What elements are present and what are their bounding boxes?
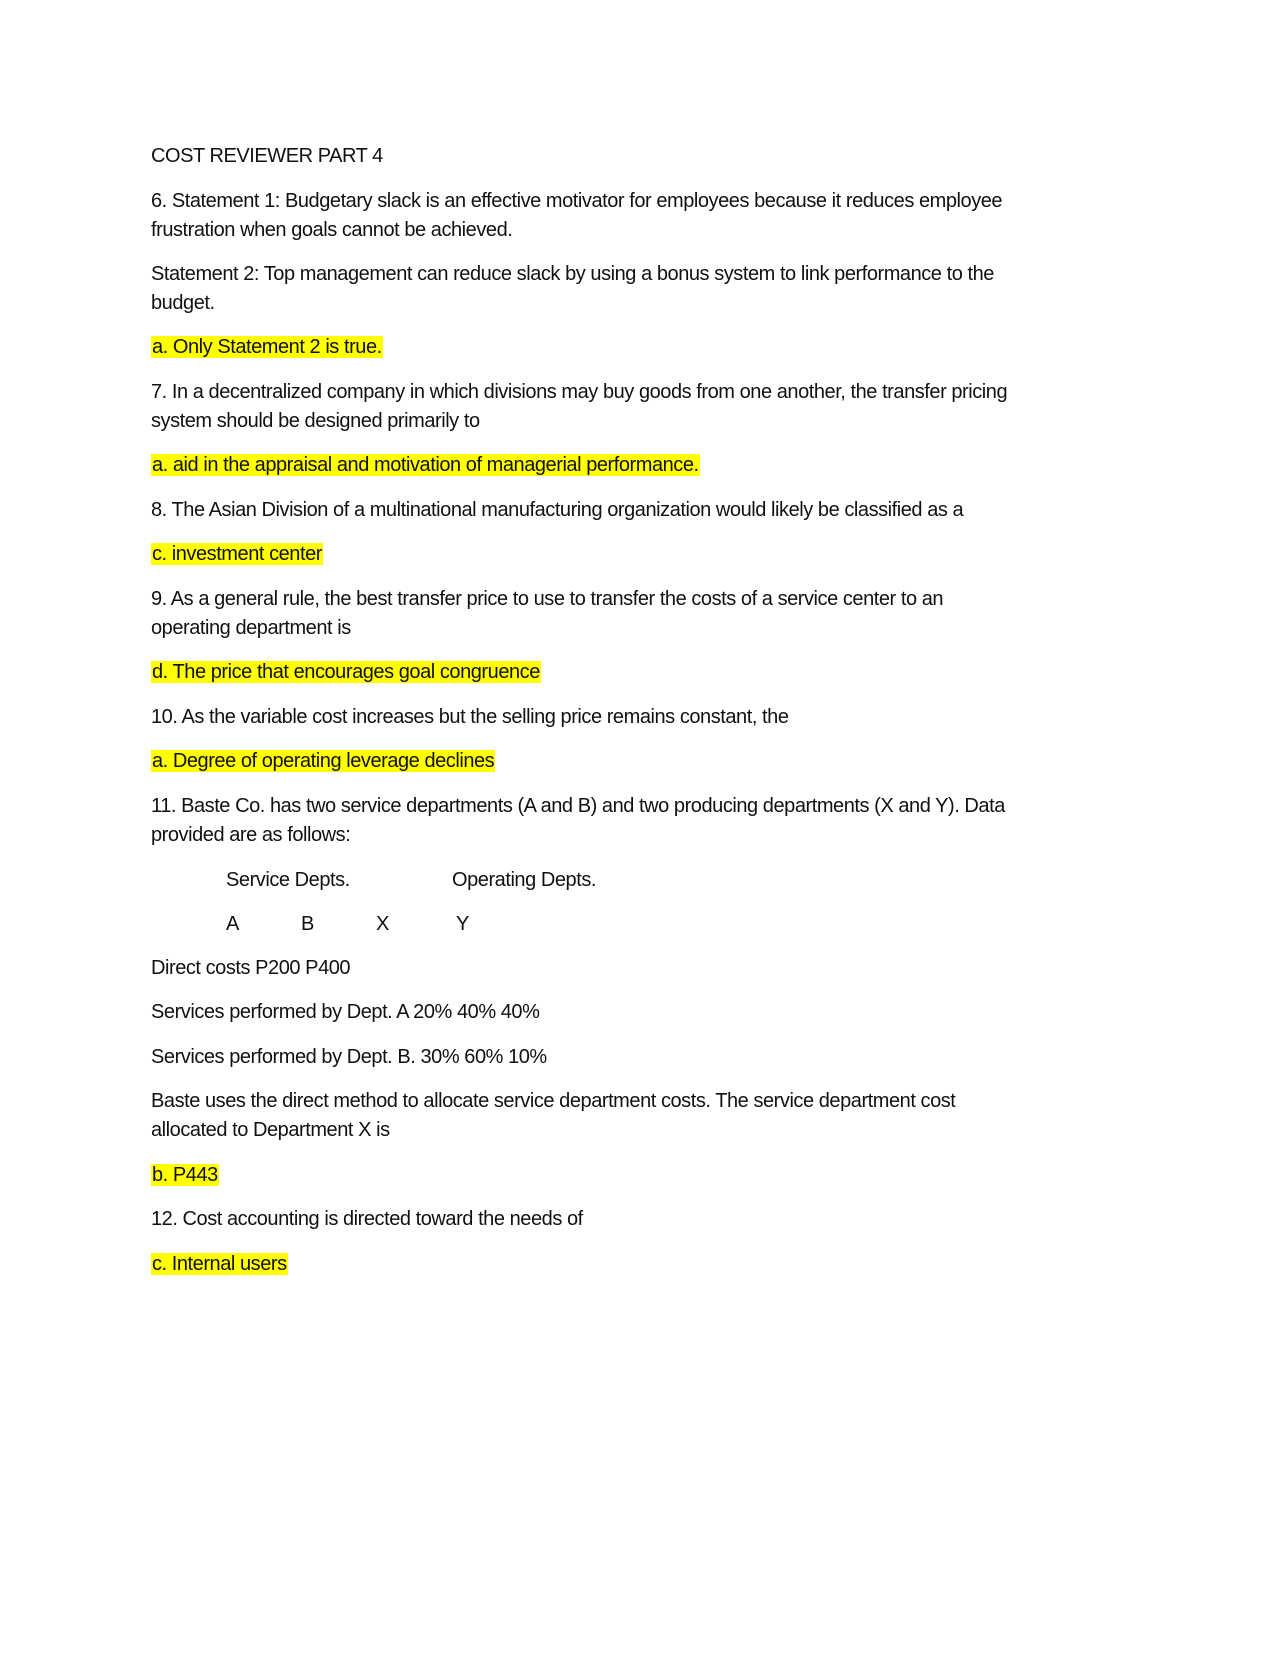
question-8-line-1: 8. The Asian Division of a multinational manufacturing organization would likely be classified as a xyxy=(151,499,964,521)
question-11-line-1: 11. Baste Co. has two service departments (A and B) and two producing departments (X and Y). Data xyxy=(151,795,1005,817)
question-9-line-1: 9. As a general rule, the best transfer price to use to transfer the costs of a service center to an xyxy=(151,588,944,610)
question-11-line-3: Baste uses the direct method to allocate service department costs. The service department cost xyxy=(151,1090,956,1112)
group-header-operating: Operating Depts. xyxy=(452,869,596,891)
question-6-line-2: frustration when goals cannot be achieved. xyxy=(151,219,513,241)
question-9-answer xyxy=(151,659,541,685)
question-12-line-1: 12. Cost accounting is directed toward the needs of xyxy=(151,1208,583,1230)
column-header-y: Y xyxy=(456,913,469,935)
question-10-line-1: 10. As the variable cost increases but the selling price remains constant, the xyxy=(151,706,789,728)
question-6-answer xyxy=(151,334,383,360)
table-row-dept-a: Services performed by Dept. A 20% 40% 40% xyxy=(151,1001,540,1023)
table-row-direct-costs: Direct costs P200 P400 xyxy=(151,957,351,979)
document-title: COST REVIEWER PART 4 xyxy=(151,145,383,167)
question-10-answer xyxy=(151,748,495,774)
question-7-line-2: system should be designed primarily to xyxy=(151,410,480,432)
highlighted-answer: b. P443 xyxy=(152,1164,218,1186)
question-11-answer xyxy=(151,1162,219,1188)
column-header-a: A xyxy=(226,913,239,935)
highlighted-answer: a. Only Statement 2 is true. xyxy=(152,336,382,358)
question-7-answer xyxy=(151,452,700,478)
column-header-b: B xyxy=(301,913,314,935)
highlighted-answer: a. Degree of operating leverage declines xyxy=(152,750,495,772)
question-12-answer xyxy=(151,1251,288,1277)
highlighted-answer: c. Internal users xyxy=(152,1253,287,1275)
highlighted-answer: a. aid in the appraisal and motivation of managerial performance. xyxy=(152,454,699,476)
table-row-dept-b: Services performed by Dept. B. 30% 60% 10% xyxy=(151,1046,547,1068)
highlighted-answer: c. investment center xyxy=(152,543,322,565)
question-9-line-2: operating department is xyxy=(151,617,351,639)
question-6-statement-2-line-2: budget. xyxy=(151,292,215,314)
question-11-line-4: allocated to Department X is xyxy=(151,1119,390,1141)
highlighted-answer: d. The price that encourages goal congruence xyxy=(152,661,540,683)
question-11-line-2: provided are as follows: xyxy=(151,824,351,846)
column-header-x: X xyxy=(376,913,389,935)
question-6-statement-2-line-1: Statement 2: Top management can reduce slack by using a bonus system to link performance to the xyxy=(151,263,994,285)
group-header-service: Service Depts. xyxy=(226,869,350,891)
question-6-line-1: 6. Statement 1: Budgetary slack is an effective motivator for employees because it reduces employee xyxy=(151,190,1003,212)
question-7-line-1: 7. In a decentralized company in which divisions may buy goods from one another, the transfer pricing xyxy=(151,381,1008,403)
question-8-answer xyxy=(151,541,323,567)
